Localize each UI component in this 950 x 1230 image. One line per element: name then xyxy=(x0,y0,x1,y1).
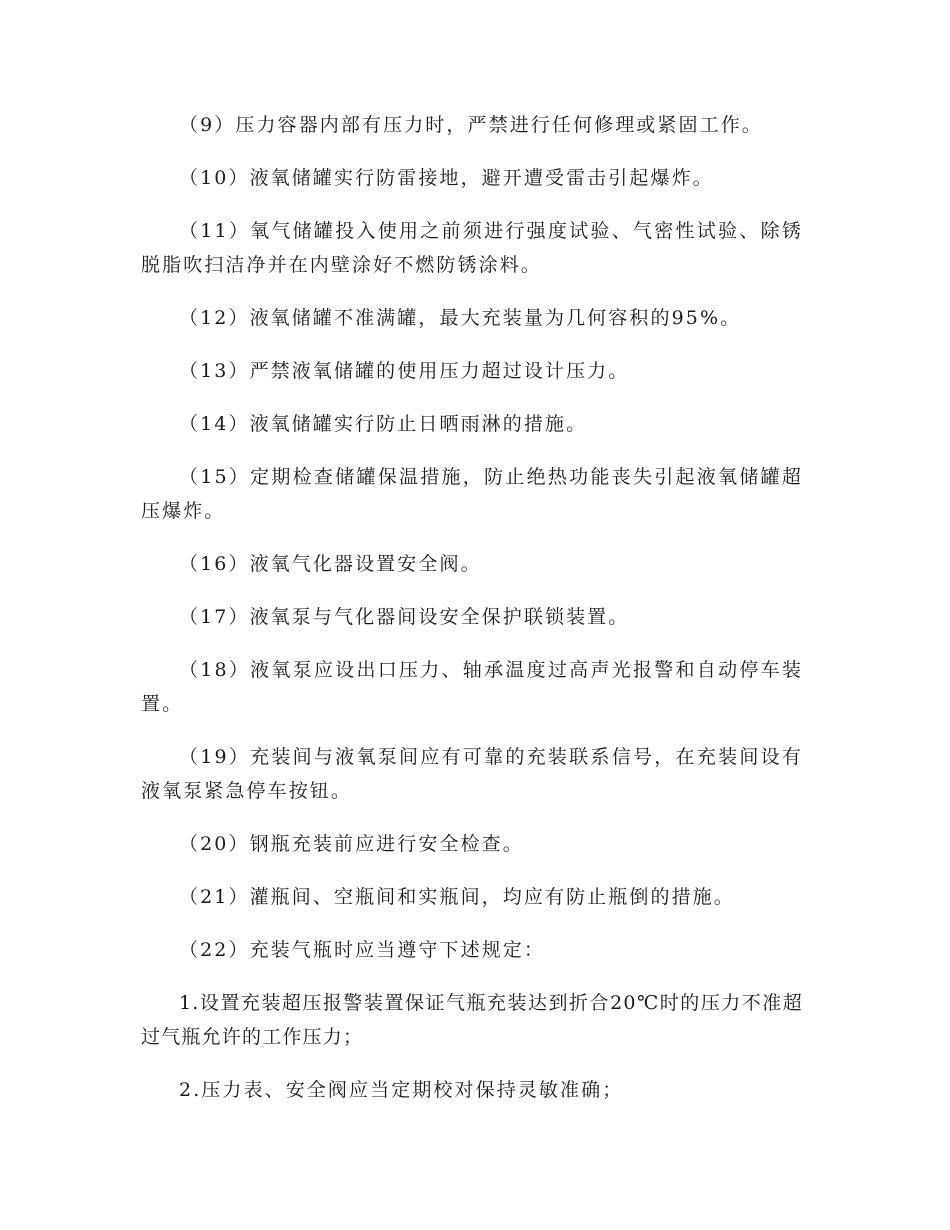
paragraph-14: （14）液氧储罐实行防止日晒雨淋的措施。 xyxy=(179,413,588,435)
paragraph-19: （19）充装间与液氧泵间应有可靠的充装联系信号，在充装间设有液氧泵紧急停车按钮。 xyxy=(141,746,803,802)
paragraph-17: （17）液氧泵与气化器间设安全保护联锁装置。 xyxy=(179,606,630,628)
list-item-1: 1.设置充装超压报警装置保证气瓶充装达到折合20℃时的压力不准超过气瓶允许的工作压力； xyxy=(141,992,803,1048)
document-body xyxy=(141,108,803,1126)
paragraph-10: （10）液氧储罐实行防雷接地，避开遭受雷击引起爆炸。 xyxy=(179,167,714,189)
list-item-2: 2.压力表、安全阀应当定期校对保持灵敏准确； xyxy=(179,1079,624,1101)
paragraph-11: （11）氧气储罐投入使用之前须进行强度试验、气密性试验、除锈脱脂吹扫洁净并在内壁涂好不燃防锈涂料。 xyxy=(141,220,803,276)
paragraph-22: （22）充装气瓶时应当遵守下述规定： xyxy=(179,939,545,961)
paragraph-9: （9）压力容器内部有压力时，严禁进行任何修理或紧固工作。 xyxy=(179,114,763,136)
paragraph-16: （16）液氧气化器设置安全阀。 xyxy=(179,553,482,575)
paragraph-12: （12）液氧储罐不准满罐，最大充装量为几何容积的95%。 xyxy=(179,307,742,329)
paragraph-15: （15）定期检查储罐保温措施，防止绝热功能丧失引起液氧储罐超压爆炸。 xyxy=(141,466,803,522)
paragraph-21: （21）灌瓶间、空瓶间和实瓶间，均应有防止瓶倒的措施。 xyxy=(179,886,735,908)
paragraph-20: （20）钢瓶充装前应进行安全检查。 xyxy=(179,833,524,855)
paragraph-13: （13）严禁液氧储罐的使用压力超过设计压力。 xyxy=(179,360,630,382)
paragraph-18: （18）液氧泵应设出口压力、轴承温度过高声光报警和自动停车装置。 xyxy=(141,659,803,715)
